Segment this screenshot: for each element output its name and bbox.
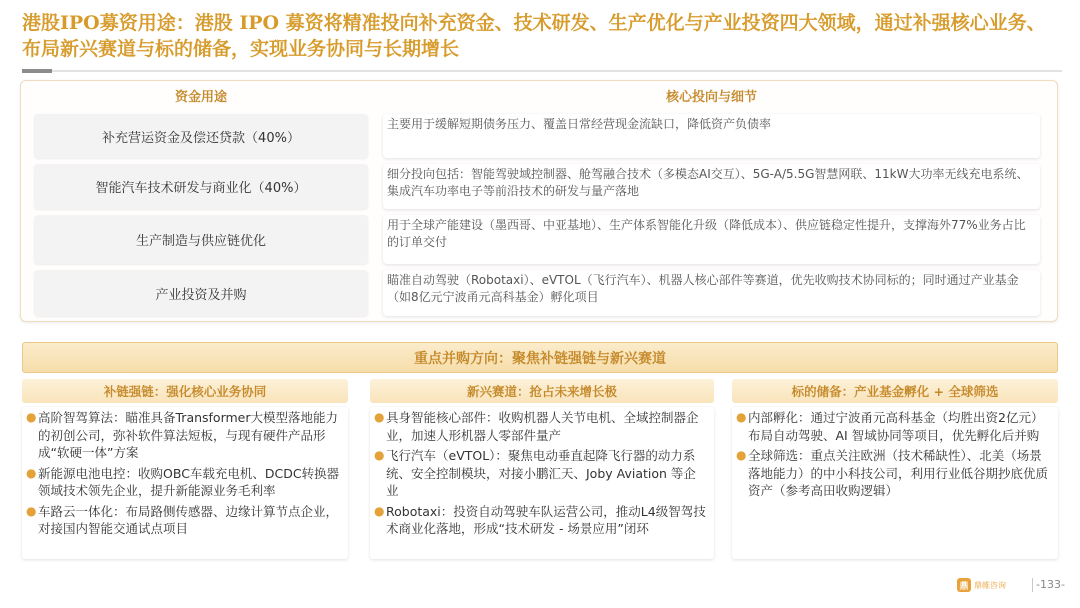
list-item: ● 具身智能核心部件：收购机器人关节电机、全域控制器企业，加速人形机器人零部件量产 <box>374 410 699 443</box>
fund-use-detail: 用于全球产能建设（墨西哥、中亚基地）、生产体系智能化升级（降低成本）、供应链稳定性提升，支撑海外77%业务占比的订单交付 <box>383 215 1040 264</box>
bullet-icon: ● <box>374 503 385 518</box>
list-item: ● 车路云一体化：布局路侧传感器、边缘计算节点企业，对接国内智能交通试点项目 <box>26 503 339 536</box>
strategy-card <box>732 379 1058 559</box>
list-item: ● 飞行汽车（eVTOL）：聚焦电动垂直起降飞行器的动力系统、安全控制模块，对接小鹏汇天、Joby Aviation 等企业 <box>374 448 696 498</box>
fund-use-detail: 主要用于缓解短期债务压力、覆盖日常经营现金流缺口，降低资产负债率 <box>383 114 1040 158</box>
title-divider <box>22 70 1062 72</box>
list-item: ● 内部孵化：通过宁波甬元高科基金（均胜出资2亿元）布局自动驾驶、AI 智域协同等项目，优先孵化后并购 <box>736 410 1044 443</box>
ma-direction-banner: 重点并购方向：聚焦补链强链与新兴赛道 <box>22 342 1058 373</box>
bullet-icon: ● <box>26 410 37 424</box>
fund-use-label: 补充营运资金及偿还贷款（40%） <box>34 114 368 158</box>
list-item: ● 全球筛选：重点关注欧洲（技术稀缺性）、北美（场景落地能力）的中小科技公司，利用行业低谷期抄底优质资产（参考高田收购逻辑） <box>736 448 1049 498</box>
title-divider-accent <box>22 69 52 73</box>
card-header: 新兴赛道：抢占未来增长极 <box>370 379 714 403</box>
card-body <box>732 407 1058 559</box>
list-item: ● 新能源电池电控：收购OBC车载充电机、DCDC转换器领域技术领先企业，提升新能源业务毛利率 <box>26 465 340 498</box>
column-header-use: 资金用途 <box>174 90 227 105</box>
page-title: 港股IPO募资用途：港股 IPO 募资将精准投向补充资金、技术研发、生产优化与产业投资四大领域，通过补强核心业务、布局新兴赛道与标的储备，实现业务协同与长期增长 <box>22 12 1046 60</box>
list-item: ● 高阶智驾算法：瞄准具备Transformer大模型落地能力的初创公司，弥补软件算法短板，与现有硬件产品形成“软硬一体”方案 <box>26 410 339 460</box>
column-header-detail: 核心投向与细节 <box>665 90 757 105</box>
fund-use-label: 生产制造与供应链优化 <box>34 215 368 264</box>
list-item: ● Robotaxi：投资自动驾驶车队运营公司，推动L4级智驾技术商业化落地，形成“技术研发 - 场景应用”闭环 <box>374 503 706 536</box>
brand-logo <box>957 578 1006 592</box>
brand-logo-icon: 鼎 <box>957 578 971 592</box>
bullet-icon: ● <box>374 410 385 424</box>
strategy-card <box>22 379 348 559</box>
bullet-icon: ● <box>374 448 385 462</box>
bullet-icon: ● <box>26 503 37 518</box>
fund-use-detail: 瞄准自动驾驶（Robotaxi）、eVTOL（飞行汽车）、机器人核心部件等赛道，优先收购技术协同标的；同时通过产业基金（如8亿元宁波甬元高科基金）孵化项目 <box>383 270 1040 316</box>
card-body <box>22 407 348 559</box>
card-header: 标的储备：产业基金孵化 + 全球筛选 <box>732 379 1058 403</box>
card-body <box>370 407 714 559</box>
card-header: 补链强链：强化核心业务协同 <box>22 379 348 403</box>
bullet-icon: ● <box>26 465 37 480</box>
fund-use-detail: 细分投向包括：智能驾驶域控制器、舱驾融合技术（多模态AI交互）、5G-A/5.5G智慧网联、11kW大功率无线充电系统、集成汽车功率电子等前沿技术的研发与量产落地 <box>383 164 1040 209</box>
brand-logo-text: 鼎帷咨询 <box>974 580 1006 590</box>
bullet-icon: ● <box>736 448 747 462</box>
page-number: -133- <box>1036 578 1065 591</box>
fund-use-label: 产业投资及并购 <box>34 270 368 316</box>
footer-divider <box>1032 578 1033 592</box>
fund-use-label: 智能汽车技术研发与商业化（40%） <box>34 164 368 209</box>
bullet-icon: ● <box>736 410 747 424</box>
strategy-card <box>370 379 714 559</box>
